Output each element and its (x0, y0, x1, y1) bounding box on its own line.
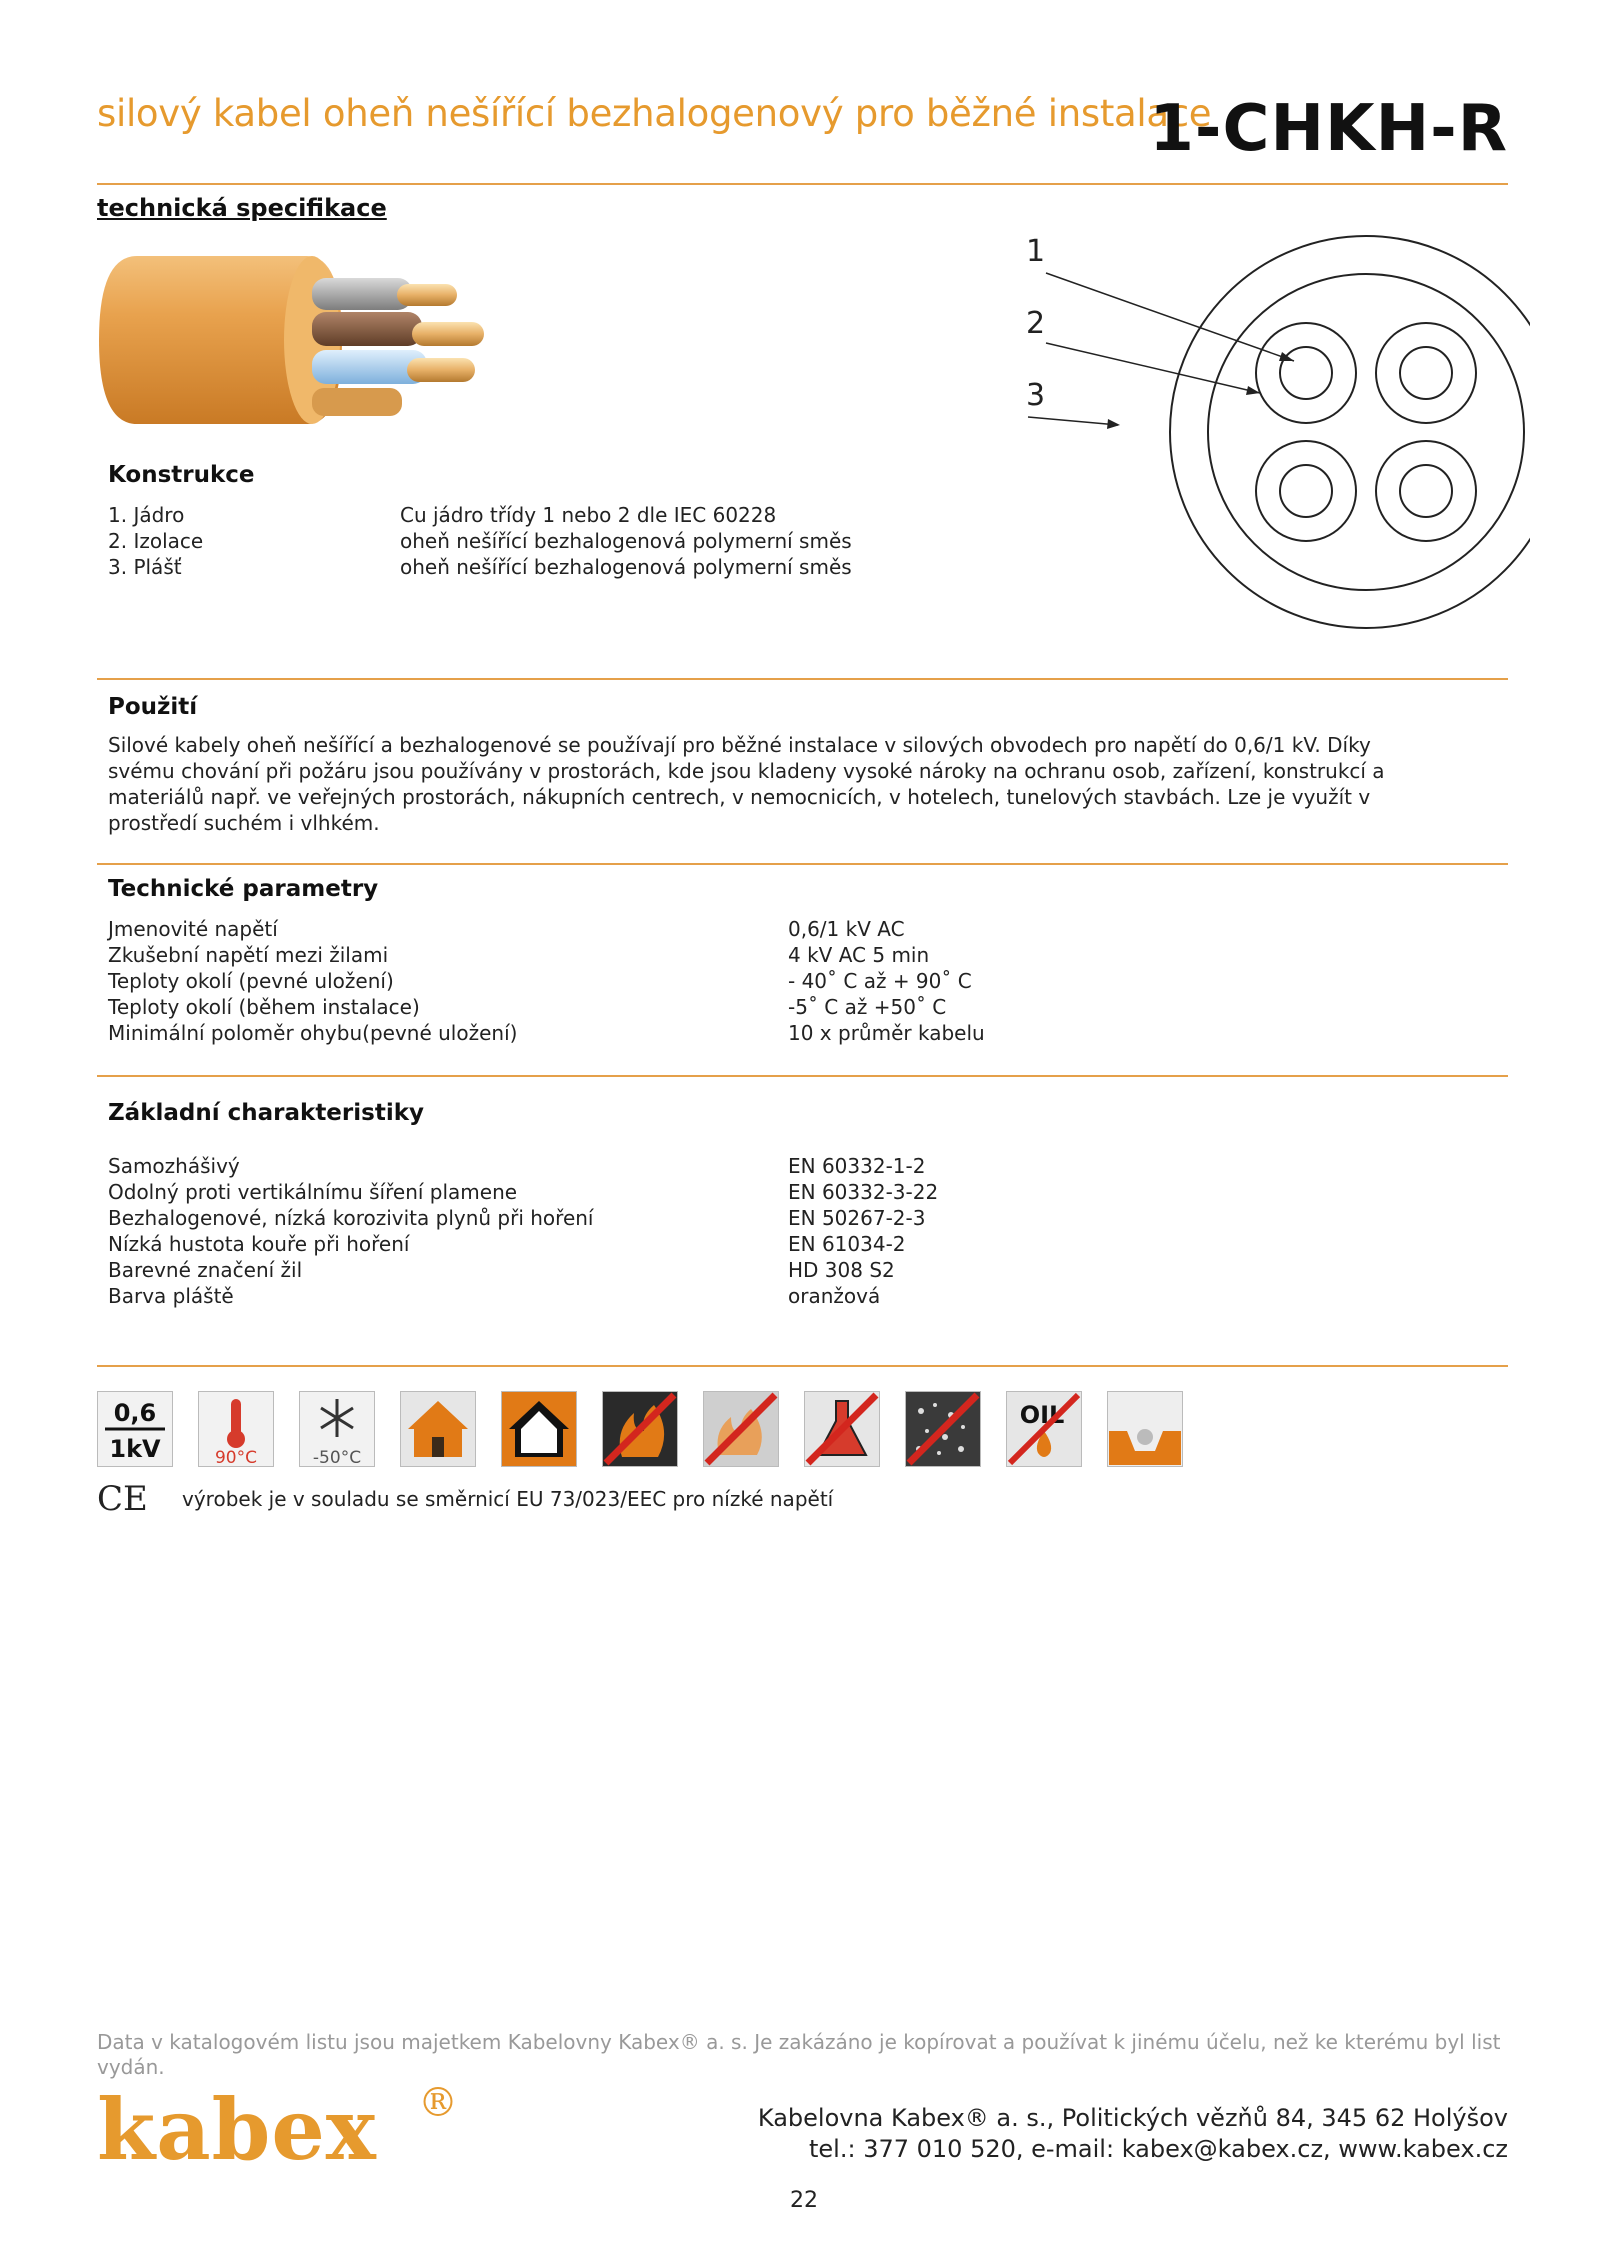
section-divider (97, 1365, 1508, 1367)
char-label: Barevné značení žil (108, 1258, 303, 1282)
param-label: Jmenovité napětí (108, 917, 278, 941)
char-value: EN 60332-3-22 (788, 1180, 939, 1204)
char-value: EN 50267-2-3 (788, 1206, 926, 1230)
diagram-label-3: 3 (1026, 378, 1046, 413)
product-code: 1-CHKH-R (1149, 92, 1508, 166)
konstrukce-row-label: 1. Jádro (108, 503, 185, 527)
temp-min-label: -50°C (312, 1448, 362, 1467)
indoor-house-icon (501, 1391, 577, 1467)
min-temperature-icon (299, 1391, 375, 1467)
ground-installation-icon (1107, 1391, 1183, 1467)
char-label: Odolný proti vertikálnímu šíření plamene (108, 1180, 518, 1204)
registered-mark: ® (418, 2080, 458, 2126)
param-value: -5˚ C až +50˚ C (788, 995, 947, 1019)
param-value: 10 x průměr kabelu (788, 1021, 985, 1045)
cable-cross-section-diagram (1010, 225, 1530, 645)
pouziti-paragraph (108, 732, 1468, 836)
diagram-label-2: 2 (1026, 306, 1046, 341)
param-label: Minimální poloměr ohybu(pevné uložení) (108, 1021, 518, 1045)
section-divider (97, 1075, 1508, 1077)
param-value: 4 kV AC 5 min (788, 943, 930, 967)
konstrukce-row-value: oheň nešířící bezhalogenová polymerní směs (400, 529, 852, 553)
konstrukce-row-label: 3. Plášť (108, 555, 182, 579)
pouziti-line: svému chování při požáru jsou používány v prostorách, kde jsou kladeny vysoké nároky na ochranu osob, zařízení, konstrukcí a (108, 759, 1385, 783)
zakladni-title: Základní charakteristiky (108, 1100, 424, 1126)
voltage-icon (97, 1391, 173, 1467)
char-label: Barva pláště (108, 1284, 234, 1308)
char-label: Nízká hustota kouře při hoření (108, 1232, 410, 1256)
flame-retardant-icon (602, 1391, 678, 1467)
pouziti-line: prostředí suchém i vlhkém. (108, 811, 380, 835)
low-smoke-icon (905, 1391, 981, 1467)
konstrukce-row-label: 2. Izolace (108, 529, 204, 553)
param-value: 0,6/1 kV AC (788, 917, 905, 941)
temp-max-label: 90°C (214, 1448, 258, 1467)
company-address: Kabelovna Kabex® a. s., Politických vězňů 84, 345 62 Holýšov (757, 2104, 1508, 2132)
pouziti-line: materiálů např. ve veřejných prostorách, nákupních centrech, v nemocnicích, v hotelech, tunelových stavbách. Lze je využít v (108, 785, 1371, 809)
oil-label: OIL (1019, 1401, 1065, 1429)
param-label: Zkušební napětí mezi žilami (108, 943, 389, 967)
tech-spec-heading: technická specifikace (97, 194, 387, 222)
konstrukce-title: Konstrukce (108, 462, 255, 488)
max-temperature-icon (198, 1391, 274, 1467)
param-label: Teploty okolí (během instalace) (108, 995, 420, 1019)
konstrukce-row-value: Cu jádro třídy 1 nebo 2 dle IEC 60228 (400, 503, 777, 527)
pouziti-line: Silové kabely oheň nešířící a bezhalogenové se používají pro běžné instalace v silových obvodech pro napětí do 0,6/1 kV. Díky (108, 733, 1371, 757)
section-divider (97, 678, 1508, 680)
voltage-bottom: 1kV (109, 1435, 161, 1463)
char-label: Samozhášivý (108, 1154, 240, 1178)
outdoor-house-icon (400, 1391, 476, 1467)
voltage-top: 0,6 (113, 1399, 157, 1427)
char-label: Bezhalogenové, nízká korozivita plynů při hoření (108, 1206, 594, 1230)
company-contact: tel.: 377 010 520, e-mail: kabex@kabex.cz, www.kabex.cz (809, 2135, 1508, 2163)
chemical-flask-icon (804, 1391, 880, 1467)
diagram-label-1: 1 (1026, 234, 1046, 269)
param-label: Teploty okolí (pevné uložení) (108, 969, 394, 993)
cable-illustration (97, 252, 567, 428)
section-divider (97, 863, 1508, 865)
halogen-free-icon (703, 1391, 779, 1467)
oil-resistant-icon (1006, 1391, 1082, 1467)
kabex-logo: kabex (97, 2080, 377, 2179)
ce-statement: výrobek je v souladu se směrnicí EU 73/023/EEC pro nízké napětí (182, 1487, 834, 1511)
char-value: HD 308 S2 (788, 1258, 895, 1282)
char-value: EN 61034-2 (788, 1232, 906, 1256)
param-value: - 40˚ C až + 90˚ C (788, 969, 972, 993)
header-divider (97, 183, 1508, 185)
char-value: oranžová (788, 1284, 881, 1308)
ce-mark: CE (97, 1479, 148, 1519)
pouziti-title: Použití (108, 694, 198, 720)
page-number: 22 (790, 2188, 818, 2213)
document-subtitle: silový kabel oheň nešířící bezhalogenový pro běžné instalace (97, 92, 1212, 135)
char-value: EN 60332-1-2 (788, 1154, 926, 1178)
technicke-title: Technické parametry (108, 876, 379, 902)
konstrukce-row-value: oheň nešířící bezhalogenová polymerní směs (400, 555, 852, 579)
copyright-note: Data v katalogovém listu jsou majetkem Kabelovny Kabex® a. s. Je zakázáno je kopírovat a používat k jinému účelu, než ke kterému byl list vydán. (97, 2030, 1501, 2079)
